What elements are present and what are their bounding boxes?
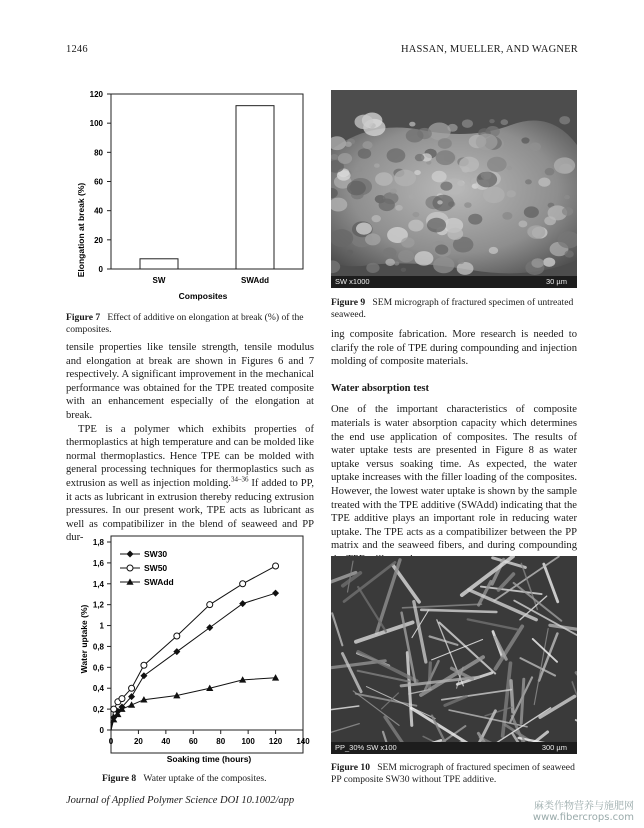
figure9-caption-label: Figure 9	[331, 297, 366, 308]
figure9-texture-grain	[457, 259, 464, 264]
figure7-x-tick-label: SW	[152, 276, 166, 285]
left-paragraph-1: tensile properties like tensile strength, tensile modulus and elongation at break are shown in Figures 6 and 7 respectively. A significant improvement in the mechanical performance was obtained for the TPE treated composite with an enhancement especially of the elongation at break.	[66, 342, 314, 421]
figure8-x-tick-label: 20	[133, 737, 143, 746]
figure8-x-axis-label: Soaking time (hours)	[166, 754, 252, 764]
figure10-info-bar: PP_30% SW x100	[331, 742, 577, 754]
figure9-texture-grain	[436, 150, 455, 165]
figure9-texture-grain	[459, 157, 479, 172]
figure9-texture-grain	[530, 142, 541, 151]
figure9-texture-grain	[562, 207, 573, 216]
figure9-texture-grain	[464, 202, 471, 208]
figure9-texture-grain	[427, 218, 446, 233]
figure8-data-point	[240, 581, 246, 587]
figure7-x-axis-label: Composites	[178, 291, 228, 301]
figure9-texture-grain	[438, 138, 452, 149]
figure9-texture-grain	[543, 258, 555, 267]
figure8-y-tick-label: 1,2	[92, 600, 104, 610]
figure9-texture-grain	[506, 190, 515, 197]
figure8-y-axis-label: Water uptake (%)	[79, 604, 89, 674]
figure9-texture-grain	[525, 179, 532, 184]
figure9-texture-grain	[432, 195, 454, 212]
figure8-x-tick-label: 140	[296, 737, 310, 746]
figure8-data-point	[207, 602, 213, 608]
figure9-texture-grain	[406, 129, 424, 143]
left-paragraph-2-part-b: If added to PP, it acts as lubricant in extrusion thereby reducing extrusion pressures. In our present work, TPE acts as lubricant as well as compatibilizer in the blend of seaweed and PP dur-	[66, 477, 314, 544]
figure7-y-tick-label: 120	[89, 90, 103, 99]
page-number: 1246	[66, 44, 88, 55]
figure9-caption	[331, 297, 577, 321]
figure8-data-point	[206, 624, 213, 631]
figure8-data-point	[239, 600, 246, 607]
figure7-caption-label: Figure 7	[66, 312, 101, 323]
figure9-texture-grain	[372, 215, 381, 222]
figure10-caption	[331, 762, 577, 786]
figure9-texture-grain	[347, 181, 366, 196]
figure8-series-line-sw50	[111, 566, 276, 730]
figure9-scale-label: 30 µm	[546, 277, 567, 286]
figure8-caption-label: Figure 8	[102, 773, 137, 784]
figure9-texture-grain	[440, 181, 452, 190]
figure9-texture-grain	[409, 122, 415, 127]
figure7-bar-chart	[64, 82, 326, 307]
figure8-caption-text: Water uptake of the composites.	[143, 773, 267, 784]
figure7-y-tick-label: 60	[94, 177, 103, 187]
figure9-texture-grain	[554, 157, 575, 173]
figure9-texture-grain	[489, 119, 495, 123]
figure9-texture-grain	[331, 229, 353, 247]
figure7-y-tick-label: 0	[98, 265, 103, 274]
figure9-texture-grain	[356, 222, 372, 234]
figure9-texture-grain	[501, 119, 509, 125]
figure8-legend-label: SWAdd	[144, 577, 174, 587]
figure9-texture-grain	[375, 172, 393, 186]
figure7-caption	[66, 312, 324, 336]
figure8-series-line-sw30	[111, 593, 276, 730]
figure9-texture-grain	[408, 194, 415, 199]
figure9-texture-grain	[395, 205, 403, 211]
figure8-data-point	[141, 662, 147, 668]
watermark	[533, 797, 634, 823]
figure9-texture-grain	[538, 177, 550, 186]
figure9-texture-grain	[387, 148, 406, 162]
figure9-texture-grain	[564, 250, 573, 257]
figure9-texture-grain	[462, 119, 473, 128]
figure9-texture-grain	[383, 247, 397, 258]
figure9-texture-grain	[521, 137, 529, 143]
figure8-legend-label: SW50	[144, 563, 168, 573]
figure9-texture-grain	[358, 148, 371, 158]
left-paragraph-2	[66, 423, 314, 545]
figure7-caption-text: Effect of additive on elongation at break (%) of the composites.	[66, 312, 304, 335]
figure7-y-tick-label: 100	[89, 119, 103, 129]
figure8-data-point	[272, 674, 279, 680]
figure9-texture-grain	[506, 166, 512, 170]
running-title: HASSAN, MUELLER, AND WAGNER	[400, 44, 578, 55]
figure7-x-tick-label: SWAdd	[241, 276, 269, 285]
figure8-caption	[102, 773, 322, 785]
figure9-texture-grain	[559, 116, 570, 124]
figure9-texture-grain	[345, 142, 352, 147]
figure8-y-tick-label: 0,4	[92, 684, 104, 694]
figure8-x-tick-label: 60	[188, 737, 198, 746]
figure8-legend-label: SW30	[144, 549, 168, 559]
figure10-caption-text: SEM micrograph of fractured specimen of seaweed PP composite SW30 without TPE additive.	[331, 762, 575, 785]
figure8-x-tick-label: 100	[241, 737, 255, 746]
figure9-texture-grain	[487, 157, 507, 172]
journal-footer: Journal of Applied Polymer Science DOI 10.1002/app	[66, 795, 295, 806]
figure8-data-point	[272, 590, 279, 597]
figure8-y-tick-label: 1	[99, 621, 104, 631]
figure7-bar	[236, 106, 274, 269]
figure9-texture-grain	[435, 244, 448, 254]
figure9-texture-grain	[366, 263, 379, 273]
figure9-texture-grain	[432, 171, 447, 183]
figure8-data-point	[174, 633, 180, 639]
figure9-texture-grain	[447, 228, 463, 240]
figure8-data-point	[119, 696, 125, 702]
figure8-y-tick-label: 0,2	[92, 705, 104, 715]
figure10-micrograph-image	[331, 556, 577, 754]
figure9-texture-grain	[489, 247, 498, 254]
figure9-texture-grain	[365, 233, 381, 245]
figure10-caption-label: Figure 10	[331, 762, 370, 773]
figure9-texture-grain	[394, 170, 416, 187]
figure9-texture-grain	[338, 153, 352, 164]
figure10-sem-micrograph	[331, 556, 577, 754]
figure8-y-tick-label: 1,8	[92, 538, 104, 547]
figure9-texture-grain	[524, 206, 539, 218]
figure9-sem-micrograph	[331, 90, 577, 288]
figure9-texture-grain	[518, 221, 527, 228]
figure8-y-tick-label: 0	[99, 726, 104, 735]
figure9-texture-grain	[531, 258, 544, 268]
figure9-texture-grain	[564, 195, 570, 199]
figure8-x-tick-label: 120	[268, 737, 283, 746]
figure7-y-axis-label: Elongation at break (%)	[76, 182, 86, 278]
figure9-texture-grain	[437, 200, 443, 204]
figure8-x-tick-label: 40	[161, 737, 171, 746]
figure8-y-tick-label: 1,4	[92, 579, 104, 589]
figure9-texture-grain	[401, 237, 415, 247]
figure9-texture-grain	[415, 154, 425, 161]
figure8-series-line-swadd	[111, 678, 276, 730]
right-column-text	[331, 328, 577, 567]
figure9-texture-grain	[476, 134, 498, 151]
figure9-texture-grain	[385, 259, 395, 266]
figure8-x-tick-label: 0	[108, 737, 114, 746]
figure9-caption-text: SEM micrograph of fractured specimen of untreated seaweed.	[331, 297, 574, 320]
figure9-texture-grain	[528, 225, 546, 239]
figure8-data-point	[111, 706, 117, 712]
figure9-info-bar: SW x1000	[331, 276, 577, 288]
figure9-texture-grain	[412, 212, 419, 217]
right-paragraph-1: ing composite fabrication. More research is needed to clarify the role of TPE during compounding and injection molding of composite materials.	[331, 329, 577, 368]
figure8-y-tick-label: 1,6	[92, 558, 104, 568]
figure9-texture-grain	[457, 262, 474, 275]
figure9-texture-grain	[379, 199, 395, 212]
watermark-line-1: 麻类作物营养与施肥网	[534, 801, 634, 812]
figure8-data-point	[128, 701, 135, 707]
figure7-y-tick-label: 20	[94, 235, 103, 245]
left-column-text	[66, 341, 314, 545]
figure10-texture-fiber	[429, 663, 430, 689]
figure8-y-tick-label: 0,8	[92, 642, 104, 652]
figure9-texture-grain	[408, 220, 423, 232]
figure8-data-point	[273, 563, 279, 569]
figure9-texture-grain	[347, 250, 354, 255]
figure9-texture-grain	[428, 123, 451, 141]
figure9-texture-grain	[468, 214, 482, 225]
figure8-data-point	[173, 648, 180, 655]
left-paragraph-2-part-a: TPE is a polymer which exhibits properties of thermoplastics at high temperature and can be molded like normal thermoplastics. Hence TPE can be molded with general processing techniques for thermoplastics such as extrusion as well as injection molding.	[66, 423, 314, 489]
figure9-texture-grain	[398, 250, 414, 262]
figure8-data-point	[129, 685, 135, 691]
figure8-data-point	[140, 672, 147, 679]
figure9-texture-grain	[477, 172, 498, 188]
figure7-y-tick-label: 40	[94, 206, 103, 216]
figure9-texture-grain	[374, 163, 380, 167]
figure10-scale-label: 300 µm	[541, 743, 567, 752]
citation-superscript: 34–36	[230, 475, 249, 484]
figure9-texture-grain	[545, 168, 555, 175]
figure9-texture-grain	[414, 170, 421, 175]
figure7-bar	[140, 259, 178, 269]
figure8-y-tick-label: 0,6	[92, 663, 104, 673]
figure9-texture-grain	[544, 216, 556, 225]
figure9-texture-grain	[390, 188, 397, 193]
figure8-line-chart	[64, 534, 316, 770]
figure9-texture-grain	[355, 167, 362, 172]
figure8-legend-marker	[127, 551, 134, 558]
watermark-line-2: www.fibercrops.com	[532, 812, 634, 823]
section-heading: Water absorption test	[331, 382, 430, 394]
figure7-y-tick-label: 80	[94, 148, 103, 158]
figure9-texture-grain	[414, 251, 433, 266]
figure9-texture-grain	[362, 141, 372, 149]
figure9-texture-grain	[433, 257, 454, 273]
figure9-texture-grain	[502, 212, 512, 220]
right-paragraph-2: One of the important characteristics of composite materials is water absorption capacity which determines the end use application of composites. The results of water uptake tests are presented in Figure 8 as water uptake versus soaking time. As expected, the water uptake increases with the filler loading of the composites. However, the lowest water uptake is shown by the sample treated with the TPE additive (SWAdd) indicating that the TPE additive plays an important role in reducing water uptake. The TPE acts as a compatibilizer between the PP matrix and the seaweed fibers, and during compounding	[331, 404, 577, 552]
figure8-legend-marker	[127, 565, 133, 571]
figure9-micrograph-image	[331, 90, 577, 288]
figure9-texture-grain	[355, 115, 374, 129]
figure9-texture-grain	[401, 268, 406, 272]
figure8-x-tick-label: 80	[216, 737, 226, 746]
